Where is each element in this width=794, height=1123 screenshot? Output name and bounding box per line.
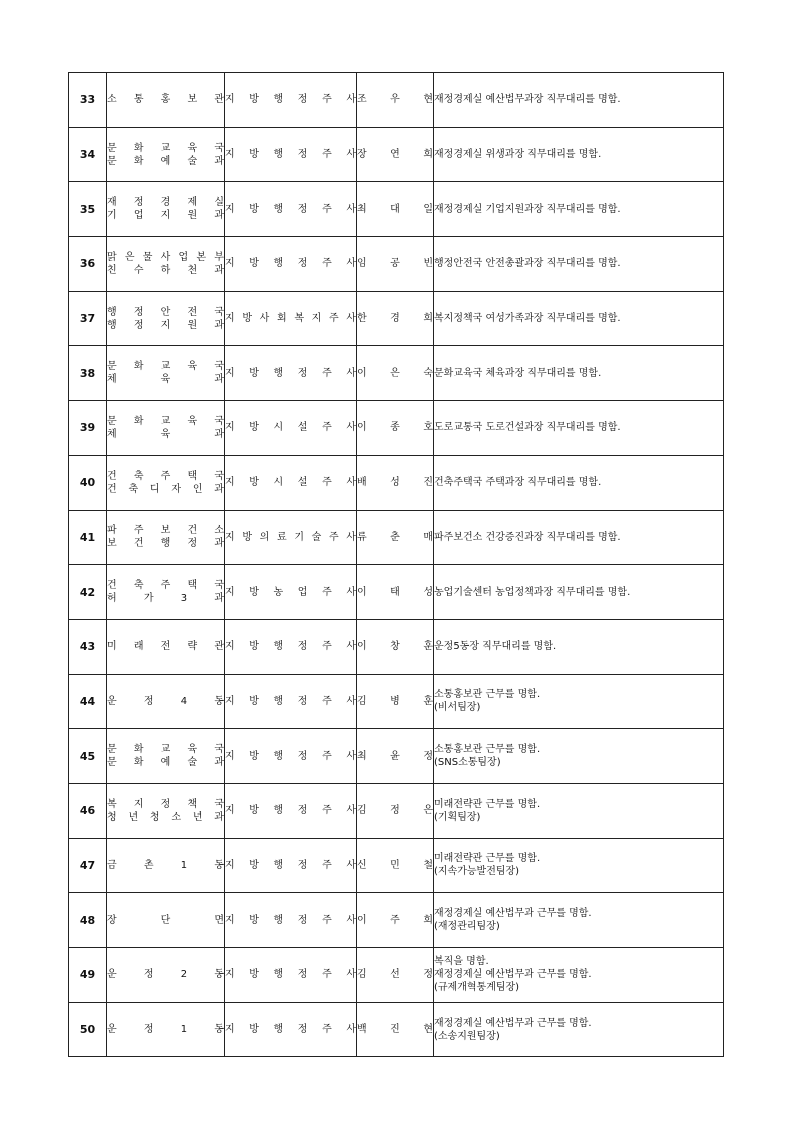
name-cell — [357, 729, 434, 784]
assignment-note-cell — [434, 783, 724, 838]
name-cell — [357, 565, 434, 620]
rank-cell — [225, 510, 357, 565]
rank-cell — [225, 1002, 357, 1057]
department-line: 문 화 교 육 국 — [107, 142, 224, 154]
department-line: 미 래 전 략 관 — [107, 641, 224, 653]
rank-text: 지 방 농 업 주 사 — [225, 586, 356, 598]
table-row — [69, 401, 724, 456]
name-cell — [357, 619, 434, 674]
department-line: 문 화 교 육 국 — [107, 415, 224, 427]
current-department-cell — [107, 948, 225, 1003]
rank-cell — [225, 455, 357, 510]
table-row — [69, 619, 724, 674]
assignment-note-line: 재정경제실 기업지원과장 직무대리를 명함. — [434, 203, 621, 215]
name-cell — [357, 838, 434, 893]
department-line: 문 화 예 술 과 — [107, 155, 224, 167]
row-number: 35 — [69, 182, 107, 237]
department-line: 운 정 4 동 — [107, 695, 224, 707]
assignment-note-line: 행정안전국 안전총괄과장 직무대리를 명함. — [434, 258, 621, 270]
person-name: 이 주 희 — [357, 914, 433, 926]
rank-text: 지 방 시 설 주 사 — [225, 422, 356, 434]
row-number: 40 — [69, 455, 107, 510]
department-line: 청 년 청 소 년 과 — [107, 811, 224, 823]
person-name: 백 진 현 — [357, 1024, 433, 1036]
name-cell — [357, 1002, 434, 1057]
rank-cell — [225, 783, 357, 838]
rank-cell — [225, 127, 357, 182]
rank-cell — [225, 182, 357, 237]
rank-text: 지 방 행 정 주 사 — [225, 695, 356, 707]
assignment-note-line: (소송지원팀장) — [434, 1030, 500, 1042]
row-number: 34 — [69, 127, 107, 182]
current-department-cell — [107, 783, 225, 838]
table-row — [69, 346, 724, 401]
department-line: 건 축 주 택 국 — [107, 470, 224, 482]
department-line: 복 지 정 책 국 — [107, 798, 224, 810]
current-department-cell — [107, 729, 225, 784]
name-cell — [357, 237, 434, 292]
person-name: 이 태 성 — [357, 586, 433, 598]
department-line: 체 육 과 — [107, 374, 224, 386]
assignment-note-cell — [434, 893, 724, 948]
assignment-note-line: (지속가능발전팀장) — [434, 866, 520, 878]
person-name: 신 민 철 — [357, 859, 433, 871]
rank-cell — [225, 674, 357, 729]
current-department-cell — [107, 619, 225, 674]
name-cell — [357, 783, 434, 838]
table-row — [69, 729, 724, 784]
row-number: 43 — [69, 619, 107, 674]
name-cell — [357, 401, 434, 456]
rank-cell — [225, 73, 357, 128]
rank-text: 지 방 행 정 주 사 — [225, 969, 356, 981]
person-name: 이 창 훈 — [357, 641, 433, 653]
assignment-note-cell — [434, 237, 724, 292]
person-name: 조 우 현 — [357, 94, 433, 106]
personnel-table-body — [69, 73, 724, 1057]
assignment-note-line: 재정경제실 위생과장 직무대리를 명함. — [434, 149, 602, 161]
name-cell — [357, 182, 434, 237]
row-number: 42 — [69, 565, 107, 620]
table-row — [69, 455, 724, 510]
table-row — [69, 291, 724, 346]
rank-text: 지 방 행 정 주 사 — [225, 94, 356, 106]
rank-text: 지 방 사 회 복 지 주 사 — [225, 313, 356, 325]
person-name: 김 정 은 — [357, 805, 433, 817]
table-row — [69, 182, 724, 237]
current-department-cell — [107, 1002, 225, 1057]
department-line: 건 축 디 자 인 과 — [107, 483, 224, 495]
department-line: 파 주 보 건 소 — [107, 525, 224, 537]
current-department-cell — [107, 237, 225, 292]
assignment-note-cell — [434, 674, 724, 729]
assignment-note-line: (재정관리팀장) — [434, 921, 500, 933]
assignment-note-line: 재정경제실 예산법무과 근무를 명함. — [434, 969, 592, 981]
department-line: 체 육 과 — [107, 428, 224, 440]
department-line: 운 정 1 동 — [107, 1024, 224, 1036]
assignment-note-line: 운정5동장 직무대리를 명함. — [434, 641, 557, 653]
current-department-cell — [107, 510, 225, 565]
department-line: 운 정 2 동 — [107, 969, 224, 981]
department-line: 허 가 3 과 — [107, 593, 224, 605]
assignment-note-cell — [434, 346, 724, 401]
row-number: 48 — [69, 893, 107, 948]
current-department-cell — [107, 346, 225, 401]
current-department-cell — [107, 893, 225, 948]
person-name: 최 윤 정 — [357, 750, 433, 762]
department-line: 행 정 안 전 국 — [107, 306, 224, 318]
assignment-note-line: (기획팀장) — [434, 811, 481, 823]
name-cell — [357, 455, 434, 510]
table-row — [69, 565, 724, 620]
person-name: 류 춘 매 — [357, 531, 433, 543]
row-number: 38 — [69, 346, 107, 401]
table-row — [69, 237, 724, 292]
department-line: 맑 은 물 사 업 본 부 — [107, 251, 224, 263]
person-name: 이 종 호 — [357, 422, 433, 434]
department-line: 기 업 지 원 과 — [107, 210, 224, 222]
department-line: 건 축 주 택 국 — [107, 580, 224, 592]
rank-cell — [225, 893, 357, 948]
row-number: 41 — [69, 510, 107, 565]
row-number: 39 — [69, 401, 107, 456]
row-number: 49 — [69, 948, 107, 1003]
row-number: 33 — [69, 73, 107, 128]
rank-text: 지 방 행 정 주 사 — [225, 805, 356, 817]
name-cell — [357, 510, 434, 565]
person-name: 김 선 정 — [357, 969, 433, 981]
table-row — [69, 1002, 724, 1057]
assignment-note-cell — [434, 127, 724, 182]
assignment-note-line: 건축주택국 주택과장 직무대리를 명함. — [434, 477, 602, 489]
assignment-note-line: 파주보건소 건강증진과장 직무대리를 명함. — [434, 531, 621, 543]
assignment-note-cell — [434, 510, 724, 565]
rank-text: 지 방 의 료 기 술 주 사 — [225, 531, 356, 543]
department-line: 금 촌 1 동 — [107, 859, 224, 871]
rank-text: 지 방 행 정 주 사 — [225, 367, 356, 379]
rank-text: 지 방 행 정 주 사 — [225, 203, 356, 215]
rank-text: 지 방 행 정 주 사 — [225, 641, 356, 653]
department-line: 행 정 지 원 과 — [107, 319, 224, 331]
person-name: 한 경 희 — [357, 313, 433, 325]
assignment-note-line: 문화교육국 체육과장 직무대리를 명함. — [434, 367, 602, 379]
person-name: 배 성 진 — [357, 477, 433, 489]
assignment-note-line: 소통홍보관 근무를 명함. — [434, 689, 541, 701]
rank-cell — [225, 401, 357, 456]
assignment-note-cell — [434, 182, 724, 237]
assignment-note-cell — [434, 1002, 724, 1057]
department-line: 보 건 행 정 과 — [107, 538, 224, 550]
department-line: 재 정 경 제 실 — [107, 197, 224, 209]
assignment-note-line: 소통홍보관 근무를 명함. — [434, 744, 541, 756]
rank-text: 지 방 행 정 주 사 — [225, 149, 356, 161]
assignment-note-cell — [434, 291, 724, 346]
assignment-note-cell — [434, 401, 724, 456]
person-name: 이 은 숙 — [357, 367, 433, 379]
rank-text: 지 방 행 정 주 사 — [225, 750, 356, 762]
department-line: 문 화 예 술 과 — [107, 757, 224, 769]
assignment-note-line: 농업기술센터 농업정책과장 직무대리를 명함. — [434, 586, 631, 598]
assignment-note-line: 재정경제실 예산법무과 근무를 명함. — [434, 908, 592, 920]
name-cell — [357, 73, 434, 128]
assignment-note-cell — [434, 729, 724, 784]
current-department-cell — [107, 565, 225, 620]
department-line: 친 수 하 천 과 — [107, 264, 224, 276]
table-row — [69, 838, 724, 893]
table-row — [69, 783, 724, 838]
row-number: 46 — [69, 783, 107, 838]
row-number: 50 — [69, 1002, 107, 1057]
current-department-cell — [107, 182, 225, 237]
assignment-note-line: 미래전략관 근무를 명함. — [434, 853, 541, 865]
personnel-table — [68, 72, 724, 1057]
rank-text: 지 방 행 정 주 사 — [225, 859, 356, 871]
rank-text: 지 방 시 설 주 사 — [225, 477, 356, 489]
rank-cell — [225, 619, 357, 674]
rank-cell — [225, 729, 357, 784]
assignment-note-cell — [434, 455, 724, 510]
department-line: 문 화 교 육 국 — [107, 361, 224, 373]
assignment-note-cell — [434, 948, 724, 1003]
row-number: 37 — [69, 291, 107, 346]
department-line: 장 단 면 — [107, 914, 224, 926]
assignment-note-line: 복직을 명함. — [434, 956, 489, 968]
rank-text: 지 방 행 정 주 사 — [225, 914, 356, 926]
name-cell — [357, 291, 434, 346]
row-number: 47 — [69, 838, 107, 893]
rank-cell — [225, 948, 357, 1003]
person-name: 장 연 희 — [357, 149, 433, 161]
department-line: 문 화 교 육 국 — [107, 744, 224, 756]
rank-cell — [225, 838, 357, 893]
assignment-note-cell — [434, 73, 724, 128]
person-name: 임 공 빈 — [357, 258, 433, 270]
person-name: 최 대 일 — [357, 203, 433, 215]
name-cell — [357, 948, 434, 1003]
department-line: 소 통 홍 보 관 — [107, 94, 224, 106]
person-name: 김 병 훈 — [357, 695, 433, 707]
current-department-cell — [107, 401, 225, 456]
table-row — [69, 73, 724, 128]
assignment-note-line: (비서팀장) — [434, 702, 481, 714]
assignment-note-cell — [434, 619, 724, 674]
table-row — [69, 893, 724, 948]
current-department-cell — [107, 455, 225, 510]
assignment-note-line: 도로교통국 도로건설과장 직무대리를 명함. — [434, 422, 621, 434]
current-department-cell — [107, 291, 225, 346]
rank-cell — [225, 291, 357, 346]
current-department-cell — [107, 838, 225, 893]
row-number: 44 — [69, 674, 107, 729]
table-row — [69, 127, 724, 182]
assignment-note-line: 재정경제실 예산법무과 근무를 명함. — [434, 1017, 592, 1029]
assignment-note-line: 미래전략관 근무를 명함. — [434, 798, 541, 810]
current-department-cell — [107, 127, 225, 182]
name-cell — [357, 674, 434, 729]
table-row — [69, 948, 724, 1003]
assignment-note-cell — [434, 565, 724, 620]
rank-cell — [225, 565, 357, 620]
rank-text: 지 방 행 정 주 사 — [225, 258, 356, 270]
current-department-cell — [107, 73, 225, 128]
rank-text: 지 방 행 정 주 사 — [225, 1024, 356, 1036]
name-cell — [357, 893, 434, 948]
rank-cell — [225, 346, 357, 401]
assignment-note-line: 복지정책국 여성가족과장 직무대리를 명함. — [434, 313, 621, 325]
table-row — [69, 674, 724, 729]
name-cell — [357, 346, 434, 401]
assignment-note-line: (SNS소통팀장) — [434, 757, 501, 769]
assignment-note-line: 재정경제실 예산법무과장 직무대리를 명함. — [434, 94, 621, 106]
rank-cell — [225, 237, 357, 292]
row-number: 36 — [69, 237, 107, 292]
row-number: 45 — [69, 729, 107, 784]
name-cell — [357, 127, 434, 182]
current-department-cell — [107, 674, 225, 729]
assignment-note-cell — [434, 838, 724, 893]
table-row — [69, 510, 724, 565]
assignment-note-line: (규제개혁통계팀장) — [434, 982, 520, 994]
